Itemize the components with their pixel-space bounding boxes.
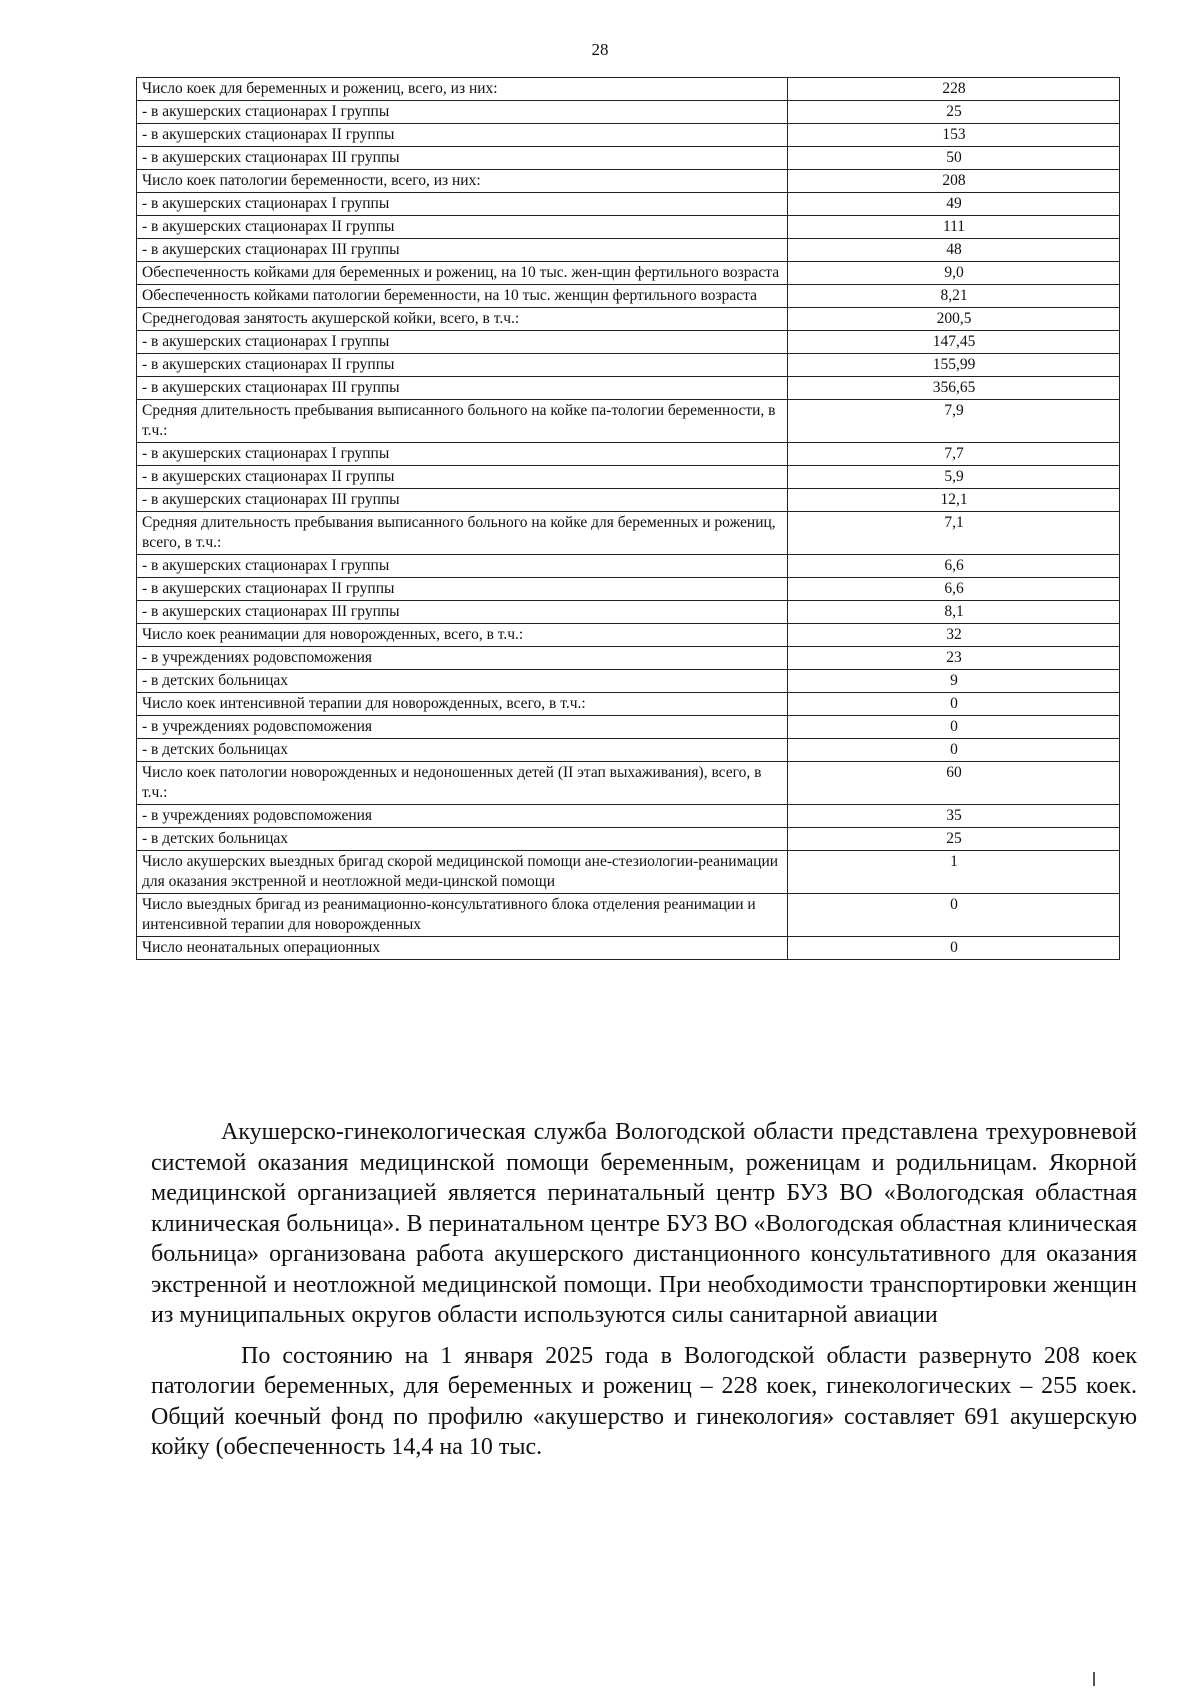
page-number: 28 (591, 40, 609, 59)
row-value: 23 (788, 647, 1120, 670)
table-row (137, 331, 1120, 354)
table-row (137, 512, 1120, 555)
table-row (137, 489, 1120, 512)
table-row (137, 377, 1120, 400)
row-label: Средняя длительность пребывания выписанного больного на койке па-тологии беременности, в т.ч.: (137, 400, 788, 443)
row-value: 48 (788, 239, 1120, 262)
row-label: Обеспеченность койками патологии беременности, на 10 тыс. женщин фертильного возраста (137, 285, 788, 308)
table-row (137, 851, 1120, 894)
row-value: 6,6 (788, 578, 1120, 601)
row-label: Число коек патологии новорожденных и недоношенных детей (II этап выхаживания), всего, в т.ч.: (137, 762, 788, 805)
row-label: Число коек для беременных и рожениц, всего, из них: (137, 78, 788, 101)
table-row (137, 937, 1120, 960)
row-value: 0 (788, 937, 1120, 960)
row-value: 12,1 (788, 489, 1120, 512)
row-label: - в акушерских стационарах I группы (137, 101, 788, 124)
scan-artifact (1093, 1672, 1095, 1686)
row-label: - в учреждениях родовспоможения (137, 716, 788, 739)
row-value: 155,99 (788, 354, 1120, 377)
row-label: - в акушерских стационарах II группы (137, 354, 788, 377)
table-row (137, 285, 1120, 308)
table-row (137, 670, 1120, 693)
row-value: 8,1 (788, 601, 1120, 624)
row-value: 1 (788, 851, 1120, 894)
table-row (137, 601, 1120, 624)
paragraph-obstetric-service: Акушерско-гинекологическая служба Вологодской области представлена трехуровневой системой оказания медицинской помощи беременным, роженицам и родильницам. Якорной медицинской организацией является перинатальный центр БУЗ ВО «Вологодская областная клиническая больница». В перинатальном центре БУЗ ВО «Вологодская областная клиническая больница» организована работа акушерского дистанционного консультативного для оказания экстренной и неотложной медицинской помощи. При необходимости транспортировки женщин из муниципальных округов области используются силы санитарной авиации (151, 1119, 1137, 1328)
row-label: - в детских больницах (137, 828, 788, 851)
row-label: - в акушерских стационарах I группы (137, 555, 788, 578)
row-label: - в акушерских стационарах II группы (137, 466, 788, 489)
row-value: 9,0 (788, 262, 1120, 285)
row-label: Среднегодовая занятость акушерской койки, всего, в т.ч.: (137, 308, 788, 331)
row-value: 9 (788, 670, 1120, 693)
statistics-table-body (137, 78, 1120, 960)
row-label: Число неонатальных операционных (137, 937, 788, 960)
row-value: 356,65 (788, 377, 1120, 400)
row-value: 200,5 (788, 308, 1120, 331)
row-label: Обеспеченность койками для беременных и рожениц, на 10 тыс. жен-щин фертильного возраста (137, 262, 788, 285)
row-label: Число коек реанимации для новорожденных, всего, в т.ч.: (137, 624, 788, 647)
table-row (137, 716, 1120, 739)
row-label: Число акушерских выездных бригад скорой медицинской помощи ане-стезиологии-реанимации для оказания экстренной и неотложной меди-цинской помощи (137, 851, 788, 894)
table-row (137, 894, 1120, 937)
row-value: 0 (788, 693, 1120, 716)
row-label: Средняя длительность пребывания выписанного больного на койке для беременных и рожениц, всего, в т.ч.: (137, 512, 788, 555)
row-label: - в акушерских стационарах III группы (137, 601, 788, 624)
table-row (137, 354, 1120, 377)
table-row (137, 739, 1120, 762)
row-label: - в учреждениях родовспоможения (137, 647, 788, 670)
row-value: 7,7 (788, 443, 1120, 466)
row-value: 208 (788, 170, 1120, 193)
row-value: 7,9 (788, 400, 1120, 443)
row-label: - в акушерских стационарах III группы (137, 489, 788, 512)
table-row (137, 193, 1120, 216)
row-value: 0 (788, 716, 1120, 739)
table-row (137, 124, 1120, 147)
row-value: 49 (788, 193, 1120, 216)
row-label: - в акушерских стационарах II группы (137, 578, 788, 601)
row-value: 228 (788, 78, 1120, 101)
row-label: - в акушерских стационарах II группы (137, 216, 788, 239)
row-label: - в акушерских стационарах I группы (137, 443, 788, 466)
table-row (137, 443, 1120, 466)
row-value: 153 (788, 124, 1120, 147)
table-row (137, 262, 1120, 285)
table-row (137, 693, 1120, 716)
table-row (137, 762, 1120, 805)
statistics-table (136, 77, 1120, 960)
table-row (137, 147, 1120, 170)
table-row (137, 101, 1120, 124)
row-label: Число коек интенсивной терапии для новорожденных, всего, в т.ч.: (137, 693, 788, 716)
row-value: 7,1 (788, 512, 1120, 555)
row-value: 8,21 (788, 285, 1120, 308)
table-row (137, 216, 1120, 239)
row-value: 111 (788, 216, 1120, 239)
table-row (137, 555, 1120, 578)
row-label: - в акушерских стационарах III группы (137, 377, 788, 400)
table-row (137, 308, 1120, 331)
paragraph-bed-fund: По состоянию на 1 января 2025 года в Вологодской области развернуто 208 коек патологии беременных, для беременных и рожениц – 228 коек, гинекологических – 255 коек. Общий коечный фонд по профилю «акушерство и гинекология» составляет 691 акушерскую койку (обеспеченность 14,4 на 10 тыс. (151, 1342, 1137, 1460)
row-label: - в акушерских стационарах II группы (137, 124, 788, 147)
row-label: - в учреждениях родовспоможения (137, 805, 788, 828)
row-value: 6,6 (788, 555, 1120, 578)
row-value: 5,9 (788, 466, 1120, 489)
row-label: - в акушерских стационарах I группы (137, 331, 788, 354)
table-row (137, 400, 1120, 443)
row-value: 0 (788, 739, 1120, 762)
table-row (137, 624, 1120, 647)
table-row (137, 466, 1120, 489)
table-row (137, 170, 1120, 193)
row-value: 0 (788, 894, 1120, 937)
row-value: 25 (788, 828, 1120, 851)
row-label: - в акушерских стационарах III группы (137, 239, 788, 262)
row-value: 32 (788, 624, 1120, 647)
table-row (137, 828, 1120, 851)
table-row (137, 578, 1120, 601)
row-value: 60 (788, 762, 1120, 805)
row-label: Число коек патологии беременности, всего, из них: (137, 170, 788, 193)
table-row (137, 805, 1120, 828)
table-row (137, 239, 1120, 262)
row-value: 25 (788, 101, 1120, 124)
row-value: 50 (788, 147, 1120, 170)
row-value: 147,45 (788, 331, 1120, 354)
row-label: - в акушерских стационарах I группы (137, 193, 788, 216)
row-label: - в детских больницах (137, 670, 788, 693)
row-value: 35 (788, 805, 1120, 828)
table-row (137, 647, 1120, 670)
row-label: - в детских больницах (137, 739, 788, 762)
table-row (137, 78, 1120, 101)
row-label: Число выездных бригад из реанимационно-консультативного блока отделения реанимации и интенсивной терапии для новорожденных (137, 894, 788, 937)
row-label: - в акушерских стационарах III группы (137, 147, 788, 170)
body-text (151, 1117, 1137, 1473)
